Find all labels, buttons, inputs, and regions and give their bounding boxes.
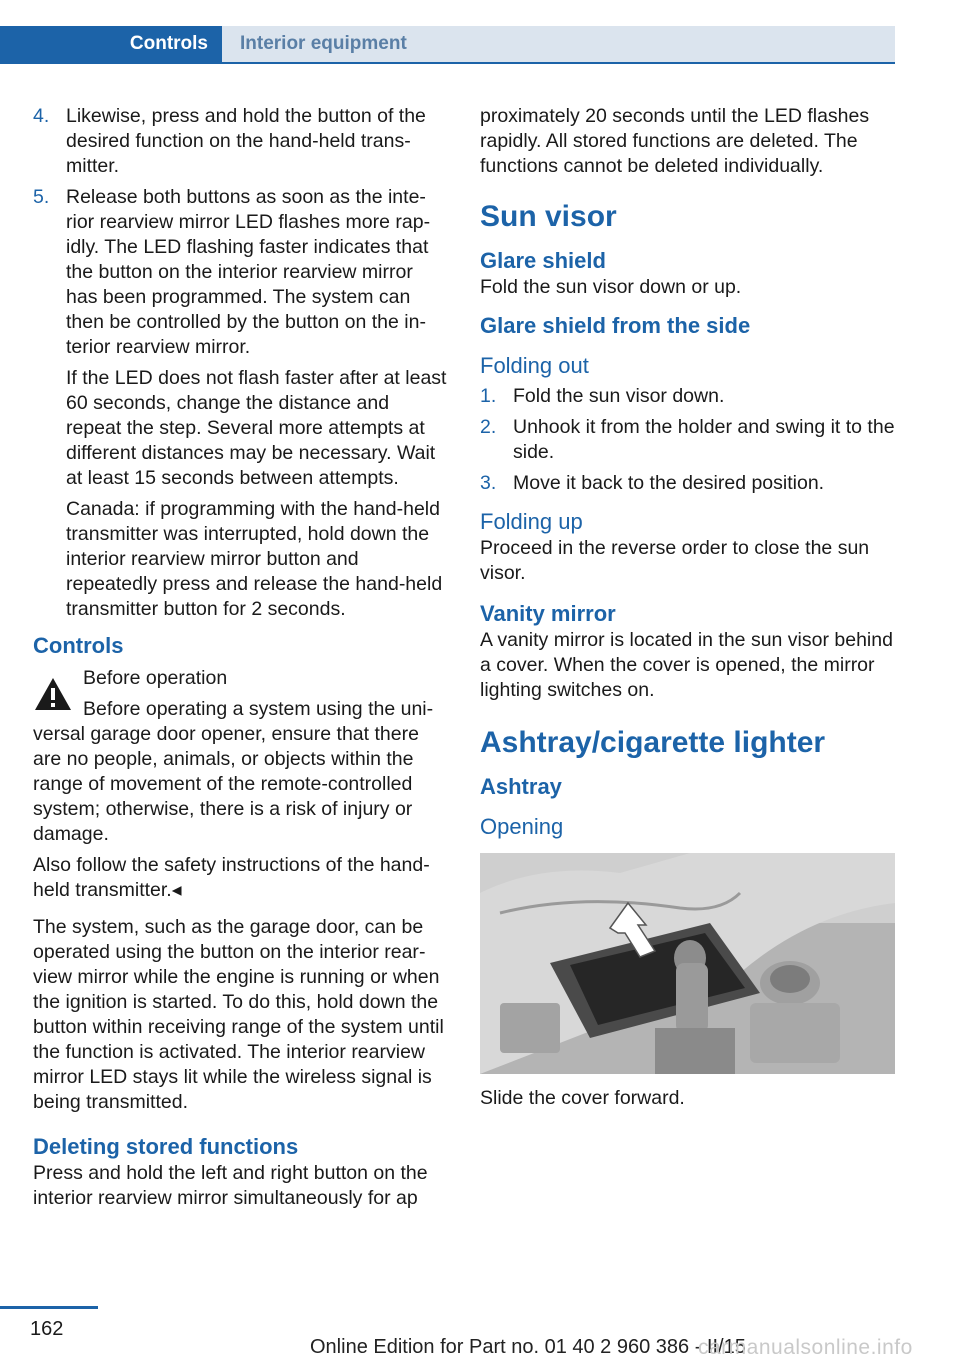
step-text: Move it back to the desired position. (513, 472, 825, 494)
image-caption: Slide the cover forward. (480, 1087, 685, 1109)
right-column (480, 104, 895, 1117)
warning-triangle-icon (33, 676, 73, 712)
folding-out-heading: Folding out (480, 353, 589, 378)
glare-shield-heading: Glare shield (480, 248, 606, 273)
step-item (33, 104, 447, 179)
step-text: Likewise, press and hold the button of the desired function on the hand-held transmitter. (66, 105, 426, 177)
glare-shield-text: Fold the sun visor down or up. (480, 276, 742, 298)
ashtray-cover-illustration (480, 853, 895, 1074)
warning-title: Before operation (83, 667, 228, 689)
step-item (480, 384, 895, 409)
header-subsection-tab: Interior equipment (222, 26, 895, 62)
step-number: 5. (33, 186, 50, 208)
step-number: 4. (33, 105, 50, 127)
vanity-mirror-heading: Vanity mirror (480, 601, 616, 626)
warning-text (33, 697, 447, 847)
header-rule (0, 62, 895, 64)
step-number: 2. (480, 416, 497, 438)
page-number: 162 (30, 1318, 64, 1340)
folding-up-text: Proceed in the reverse order to close the sun visor. (480, 537, 870, 584)
step-item (33, 185, 447, 622)
continued-text: proximately 20 seconds until the LED flashes rapidly. All stored functions are deleted. The functions cannot be deleted individually. (480, 105, 870, 177)
folding-out-steps (480, 384, 895, 496)
deleting-heading: Deleting stored functions (33, 1134, 299, 1159)
opening-heading: Opening (480, 814, 564, 839)
step-text: Fold the sun visor down. (513, 385, 725, 407)
step-item (480, 415, 895, 465)
warning-box (33, 666, 447, 691)
controls-heading: Controls (33, 633, 124, 658)
step-text: Release both buttons as soon as the interior rearview mirror LED flashes more rapidly. The LED flashing faster indicates that the button on the interior rearview mirror has been programmed. The system can then be controlled by the button on the interior rearview mirror. (66, 186, 431, 358)
glare-side-heading: Glare shield from the side (480, 313, 751, 338)
programming-steps (33, 104, 447, 622)
step-number: 3. (480, 472, 497, 494)
header-section-tab: Controls (0, 26, 222, 62)
watermark: carmanualsonline.info (698, 1336, 913, 1359)
warning-body: Before operating a system using the universal garage door opener, ensure that there are no people, animals, or objects within the range of movement of the remote-controlled system; otherwise, there is a risk of injury or damage. (33, 698, 434, 845)
warning-follow: Also follow the safety instructions of the hand-held transmitter.◂ (33, 854, 430, 901)
ashtray-title: Ashtray/cigarette lighter (480, 726, 826, 759)
left-column (33, 104, 447, 1217)
footer-rule (0, 1306, 98, 1309)
deleting-text: Press and hold the left and right button on the interior rearview mirror simultaneously for ap (33, 1162, 428, 1209)
sun-visor-heading: Sun visor (480, 200, 617, 233)
ashtray-heading: Ashtray (480, 774, 562, 799)
step-item (480, 471, 895, 496)
step-text: Unhook it from the holder and swing it to the side. (513, 416, 895, 463)
vanity-mirror-text: A vanity mirror is located in the sun visor behind a cover. When the cover is opened, the mirror lighting switches on. (480, 629, 893, 701)
step-number: 1. (480, 385, 497, 407)
operation-paragraph: The system, such as the garage door, can be operated using the button on the interior rearview mirror while the engine is running or when the ignition is started. To do this, hold down the button within receiving range of the system until the function is activated. The interior rearview mirror LED stays lit while the wireless signal is being transmitted. (33, 916, 444, 1113)
page-header (0, 26, 895, 62)
step-note: Canada: if programming with the hand-held transmitter was interrupted, hold down the interior rearview mirror button and repeatedly press and release the hand-held transmitter button for 2 seconds. (66, 498, 443, 620)
folding-up-heading: Folding up (480, 509, 583, 534)
step-note: If the LED does not flash faster after at least 60 seconds, change the distance and repeat the step. Several more attempts at different distances may be necessary. Wait at least 15 seconds between attempts. (66, 367, 447, 489)
edition-text: Online Edition for Part no. 01 40 2 960 386 - II/15 (310, 1336, 746, 1358)
